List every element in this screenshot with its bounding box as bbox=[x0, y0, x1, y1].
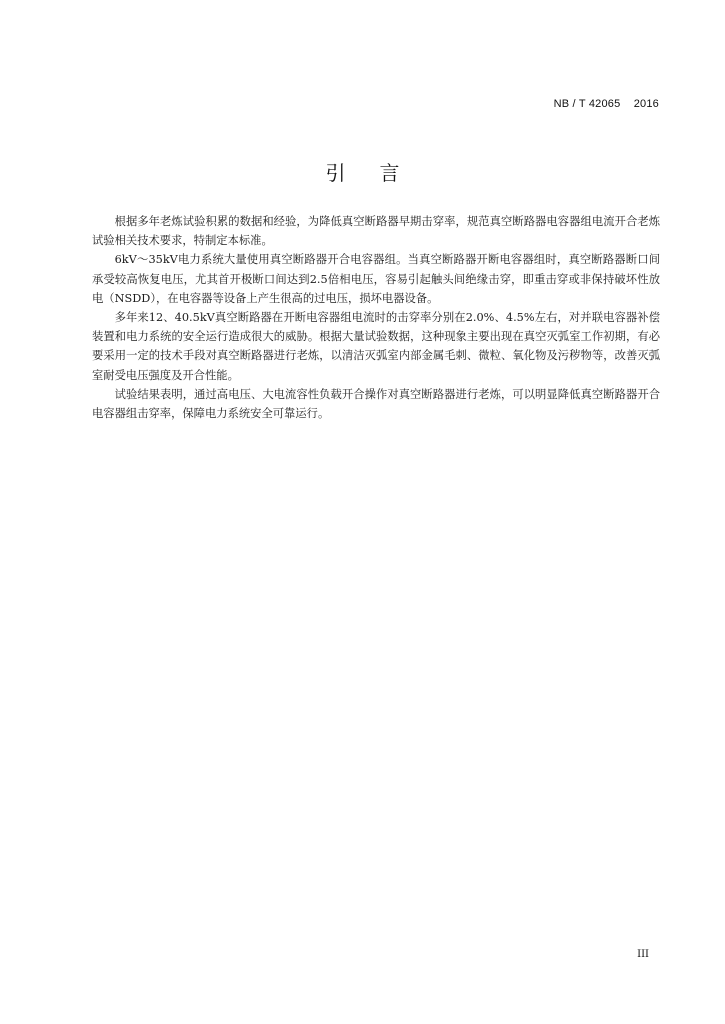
standard-number: 42065 bbox=[588, 98, 621, 110]
paragraph-3: 多年来12、40.5kV真空断路器在开断电容器组电流时的击穿率分别在2.0%、4.5%左右，对并联电容器补偿装置和电力系统的安全运行造成很大的威胁。根据大量试验数据，这种现象主要出现在真空灭弧室工作初期，有必要采用一定的技术手段对真空断路器进行老炼，以清洁灭弧室内部金属毛刺、微粒、氧化物及污秽物等，改善灭弧室耐受电压强度及开合性能。 bbox=[92, 311, 660, 382]
standard-prefix: NB / T bbox=[553, 98, 586, 110]
standard-code-header bbox=[554, 98, 659, 110]
standard-year: 2016 bbox=[633, 98, 659, 110]
paragraph-4: 试验结果表明，通过高电压、大电流容性负载开合操作对真空断路器进行老炼，可以明显降低真空断路器开合电容器组击穿率，保障电力系统安全可靠运行。 bbox=[92, 387, 660, 421]
paragraph-2: 6kV～35kV电力系统大量使用真空断路器开合电容器组。当真空断路器开断电容器组时，真空断路器断口间承受较高恢复电压，尤其首开极断口间达到2.5倍相电压，容易引起触头间绝缘击穿，即重击穿或非保持破坏性放电（NSDD），在电容器等设备上产生很高的过电压，损坏电器设备。 bbox=[92, 253, 660, 305]
page-number: III bbox=[637, 949, 649, 960]
introduction-body bbox=[92, 212, 660, 423]
page-title: 引言 bbox=[325, 161, 434, 185]
paragraph-1: 根据多年老炼试验积累的数据和经验，为降低真空断路器早期击穿率，规范真空断路器电容器组电流开合老炼试验相关技术要求，特制定本标准。 bbox=[92, 215, 660, 248]
